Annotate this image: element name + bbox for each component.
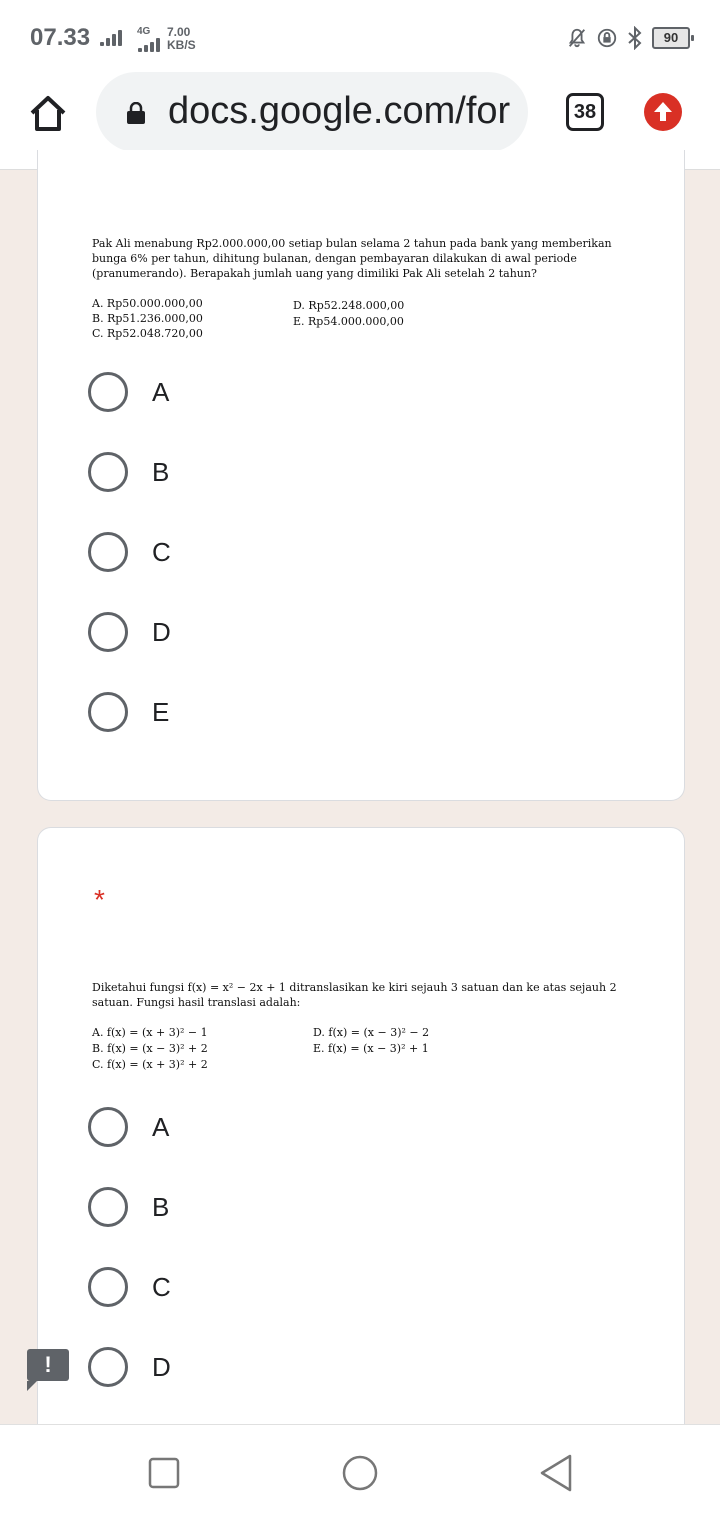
q1-option-b: B. Rp51.236.000,00 [92, 312, 203, 325]
choice-label: B [152, 1191, 170, 1222]
status-time: 07.33 [30, 24, 91, 51]
radio-button[interactable] [88, 452, 128, 492]
mute-bell-icon [566, 27, 588, 49]
q1-choice-a[interactable] [88, 372, 169, 412]
radio-button[interactable] [88, 1347, 128, 1387]
network-type: 4G [137, 26, 151, 37]
radio-button[interactable] [88, 532, 128, 572]
q1-option-c: C. Rp52.048.720,00 [92, 327, 203, 340]
battery-indicator: 90 [652, 27, 690, 49]
choice-label: D [152, 1351, 171, 1382]
q2-choice-c[interactable] [88, 1267, 171, 1307]
radio-button[interactable] [88, 1267, 128, 1307]
q2-choice-b[interactable] [88, 1187, 169, 1227]
q1-option-a: A. Rp50.000.000,00 [92, 297, 203, 310]
recents-icon[interactable] [148, 1457, 180, 1489]
home-circle-icon[interactable] [341, 1454, 379, 1492]
signal-icon-2 [138, 38, 160, 52]
radio-button[interactable] [88, 612, 128, 652]
update-button[interactable] [644, 93, 682, 131]
question-card-1 [37, 150, 685, 801]
q2-option-c: C. f(x) = (x + 3)² + 2 [92, 1058, 208, 1071]
navigation-bar [0, 1424, 720, 1521]
q2-option-d: D. f(x) = (x − 3)² − 2 [313, 1026, 430, 1039]
question-card-2 [37, 827, 685, 1469]
arrow-up-icon [644, 93, 682, 131]
choice-label: A [152, 1111, 170, 1142]
q1-choice-d[interactable] [88, 612, 171, 652]
choice-label: A [152, 376, 170, 407]
radio-button[interactable] [88, 1107, 128, 1147]
feedback-button[interactable]: ! [27, 1349, 69, 1381]
status-bar [0, 0, 720, 72]
address-bar[interactable] [96, 72, 528, 152]
choice-label: C [152, 1271, 171, 1302]
required-asterisk: * [94, 884, 105, 915]
question-2-text: Diketahui fungsi f(x) = x² − 2x + 1 ditranslasikan ke kiri sejauh 3 satuan dan ke atas sejauh 2 satuan. Fungsi hasil translasi adalah: [92, 981, 617, 1009]
choice-label: B [152, 456, 170, 487]
q2-option-b: B. f(x) = (x − 3)² + 2 [92, 1042, 208, 1055]
q2-choice-d[interactable] [88, 1347, 171, 1387]
q1-choice-c[interactable] [88, 532, 171, 572]
speed-value: 7.00 [167, 25, 191, 39]
home-icon[interactable] [28, 93, 68, 133]
back-icon[interactable] [538, 1453, 574, 1493]
lock-icon [126, 102, 146, 124]
tab-switcher-button[interactable]: 38 [566, 93, 604, 131]
network-speed [167, 26, 196, 52]
q1-choice-b[interactable] [88, 452, 169, 492]
status-icons [566, 26, 690, 50]
radio-button[interactable] [88, 692, 128, 732]
q2-option-a: A. f(x) = (x + 3)² − 1 [92, 1026, 208, 1039]
choice-label: E [152, 696, 170, 727]
url-text: docs.google.com/for [168, 90, 511, 132]
radio-button[interactable] [88, 1187, 128, 1227]
choice-label: D [152, 616, 171, 647]
rotation-lock-icon [596, 27, 618, 49]
question-1-text: Pak Ali menabung Rp2.000.000,00 setiap bulan selama 2 tahun pada bank yang memberikan bunga 6% per tahun, dihitung bulanan, dengan pembayaran dilakukan di awal periode (pranumerando). Berapakah jumlah uang yang dimiliki Pak Ali setelah 2 tahun? [92, 237, 612, 280]
speed-unit: KB/S [167, 38, 196, 52]
bluetooth-icon [626, 26, 644, 50]
q1-option-d: D. Rp52.248.000,00 [293, 299, 405, 312]
q2-option-e: E. f(x) = (x − 3)² + 1 [313, 1042, 429, 1055]
q1-option-e: E. Rp54.000.000,00 [293, 315, 404, 328]
choice-label: C [152, 536, 171, 567]
q2-choice-a[interactable] [88, 1107, 169, 1147]
radio-button[interactable] [88, 372, 128, 412]
q1-choice-e[interactable] [88, 692, 169, 732]
signal-icon [100, 30, 122, 46]
